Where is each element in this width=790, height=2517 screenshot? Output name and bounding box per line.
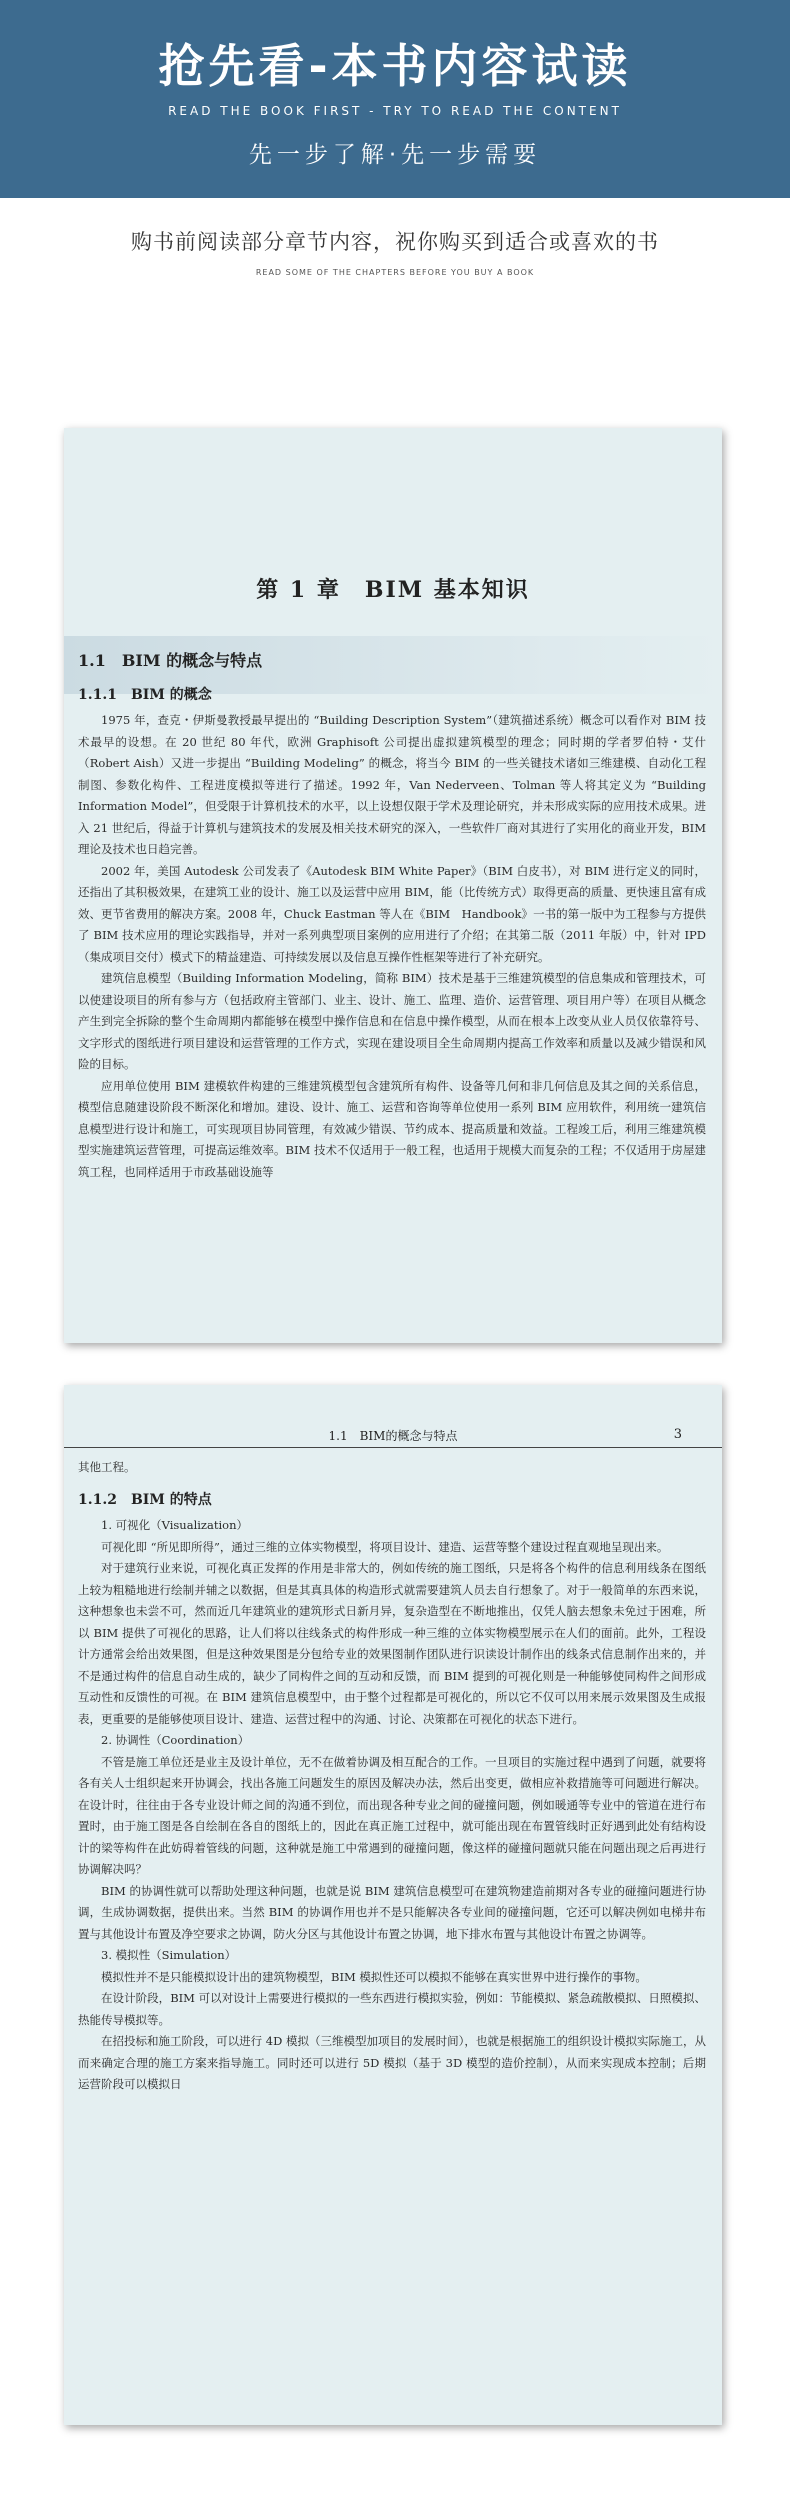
section-title: 1.1 BIM 的概念与特点 [78, 651, 263, 670]
list-item: 1. 可视化（Visualization） [101, 1518, 248, 1532]
paragraph: 模拟性并不是只能模拟设计出的建筑物模型，BIM 模拟性还可以模拟不能够在真实世界中进行操作的事物。 [101, 1969, 647, 1984]
paragraph: 可视化即 “所见即所得”，通过三维的立体实物模型，将项目设计、建造、运营等整个建设过程直观地呈现出来。 [101, 1539, 669, 1554]
banner-subtitle-en: READ THE BOOK FIRST - TRY TO READ THE CONTENT [168, 104, 622, 118]
banner-title: 抢先看-本书内容试读 [158, 39, 632, 93]
paragraph: 建筑信息模型（Building Information Modeling，简称 BIM）技术是基于三维建筑模型的信息集成和管理技术，可以使建设项目的所有参与方（包括政府主管部门、业主、设计、施工、监理、造价、运营管理、项目用户等）在项目从概念产生到完全拆除的整个生命周期内都能够在模型中操作信息和在信息中操作模型，从而在根本上改变从业人员仅依靠符号、文字形式的图纸进行项目建设和运营管理的工作方式，实现在建设项目全生命周期内提高工作效率和质量以及减少错误和风险的目标。 [78, 971, 706, 1071]
paragraph: 在招投标和施工阶段，可以进行 4D 模拟（三维模型加项目的发展时间），也就是根据施工的组织设计模拟实际施工，从而来确定合理的施工方案来指导施工。同时还可以进行 5D 模拟（基于 3D 模型的造价控制），从而来实现成本控制；后期运营阶段可以模拟日 [78, 2034, 706, 2091]
paragraph: 2002 年，美国 Autodesk 公司发表了《Autodesk BIM White Paper》（BIM 白皮书），对 BIM 进行定义的同时，还指出了其积极效果，在建筑工业的设计、施工以及运营中应用 BIM，能（比传统方式）取得更高的质量、更快速且富有成效、更节省费用的解决方案。2008 年，Chuck Eastman 等人在《BIM Handbook》一书的第一版中为工程参与方提供了 BIM 技术应用的理论实践指导，并对一系列典型项目案例的应用进行了介绍；在其第二版（2011 年版）中，针对 IPD（集成项目交付）模式下的精益建造、可持续发展以及信息互操作性框架等进行了补充研究。 [78, 863, 706, 964]
page1-body [78, 710, 706, 1183]
paragraph: 不管是施工单位还是业主及设计单位，无不在做着协调及相互配合的工作。一旦项目的实施过程中遇到了问题，就要将各有关人士组织起来开协调会，找出各施工问题发生的原因及解决办法，然后出变更，做相应补救措施等可问题进行解决。在设计时，往往由于各专业设计师之间的沟通不到位，而出现各种专业之间的碰撞问题，例如暖通等专业中的管道在进行布置时，由于施工图是各自绘制在各自的图纸上的，因此在真正施工过程中，就可能出现在布置管线时正好遇到此处有结构设计的梁等构件在此妨碍着管线的问题，这种就是施工中常遇到的碰撞问题，像这样的碰撞问题就只能在问题出现之后再进行协调解决吗？ [78, 1754, 706, 1876]
header-banner [0, 0, 790, 198]
list-item: 3. 模拟性（Simulation） [101, 1948, 237, 1962]
subsection-title-2: 1.1.2 BIM 的特点 [78, 1492, 212, 1508]
intro-text: 购书前阅读部分章节内容，祝你购买到适合或喜欢的书 [131, 230, 659, 254]
book-page-1 [64, 428, 722, 1343]
running-header [64, 1427, 722, 1448]
lead-line [78, 1457, 706, 1479]
page2-body [78, 1515, 706, 2096]
chapter-title: 第 1 章 BIM 基本知识 [256, 577, 530, 603]
paragraph: 其他工程。 [78, 1460, 136, 1474]
paragraph: 应用单位使用 BIM 建模软件构建的三维建筑模型包含建筑所有构件、设备等几何和非几何信息及其之间的关系信息，模型信息随建设阶段不断深化和增加。建设、设计、施工、运营和咨询等单位使用一系列 BIM 应用软件，利用统一建筑信息模型进行设计和施工，可实现项目协同管理，有效减少错误、节约成本、提高质量和效益。工程竣工后，利用三维建筑模型实施建筑运营管理，可提高运维效率。BIM 技术不仅适用于一般工程，也适用于规模大而复杂的工程；不仅适用于房屋建筑工程，也同样适用于市政基础设施等 [78, 1078, 706, 1179]
book-page-2 [64, 1385, 722, 2425]
paragraph: BIM 的协调性就可以帮助处理这种问题，也就是说 BIM 建筑信息模型可在建筑物建造前期对各专业的碰撞问题进行协调，生成协调数据，提供出来。当然 BIM 的协调作用也并不是只能解决各专业间的碰撞问题，它还可以解决例如电梯井布置与其他设计布置及净空要求之协调，防火分区与其他设计布置之协调，地下排水布置与其他设计布置之协调等。 [78, 1883, 706, 1941]
list-item: 2. 协调性（Coordination） [101, 1733, 250, 1747]
banner-tagline: 先一步了解·先一步需要 [248, 142, 542, 168]
intro-text-en: READ SOME OF THE CHAPTERS BEFORE YOU BUY A BOOK [255, 268, 535, 277]
paragraph: 对于建筑行业来说，可视化真正发挥的作用是非常大的，例如传统的施工图纸，只是将各个构件的信息利用线条在图纸上较为粗糙地进行绘制并辅之以数据，但是其真具体的构造形式就需要建筑人员去自行想象了。对于一般简单的东西来说，这种想象也未尝不可，然而近几年建筑业的建筑形式日新月异，复杂造型在不断地推出，仅凭人脑去想象未免过于困难，所以 BIM 提供了可视化的思路，让人们将以往线条式的构件形成一种三维的立体实物模型展示在人们的面前。此外，工程设计方通常会给出效果图，但是这种效果图是分包给专业的效果图制作团队进行识读设计制作出的线条式信息制作出来的，并不是通过构件的信息自动生成的，缺少了同构件之间的互动和反馈，而 BIM 提到的可视化则是一种能够使同构件之间形成互动性和反馈性的可视。在 BIM 建筑信息模型中，由于整个过程都是可视化的，所以它不仅可以用来展示效果图及生成报表，更重要的是能够使项目设计、建造、运营过程中的沟通、讨论、决策都在可视化的状态下进行。 [78, 1561, 706, 1726]
paragraph: 1975 年，查克・伊斯曼教授最早提出的 “Building Description System”（建筑描述系统）概念可以看作对 BIM 技术最早的设想。在 20 世纪 80 年代，欧洲 Graphisoft 公司提出虚拟建筑模型的理念；同时期的学者罗伯特・艾什（Robert Aish）又进一步提出 “Building Modeling” 的概念，将当今 BIM 的一些关键技术诸如三维建模、自动化工程制图、参数化构件、工程进度模拟等进行了描述。1992 年，Van Nederveen、Tolman 等人将其定义为 “Building Information Model”，但受限于计算机技术的水平，以上设想仅限于学术及理论研究，并未形成实际的应用技术成果。进入 21 世纪后，得益于计算机与建筑技术的发展及相关技术研究的深入，一些软件厂商对其进行了实用化的商业开发，BIM 理论及技术也日趋完善。 [78, 713, 706, 856]
paragraph: 在设计阶段，BIM 可以对设计上需要进行模拟的一些东西进行模拟实验，例如：节能模拟、紧急疏散模拟、日照模拟、热能传导模拟等。 [78, 1991, 706, 2027]
page-number: 3 [673, 1427, 682, 1442]
running-head-title: 1.1 BIM的概念与特点 [328, 1429, 458, 1443]
subsection-title: 1.1.1 BIM 的概念 [78, 687, 212, 703]
